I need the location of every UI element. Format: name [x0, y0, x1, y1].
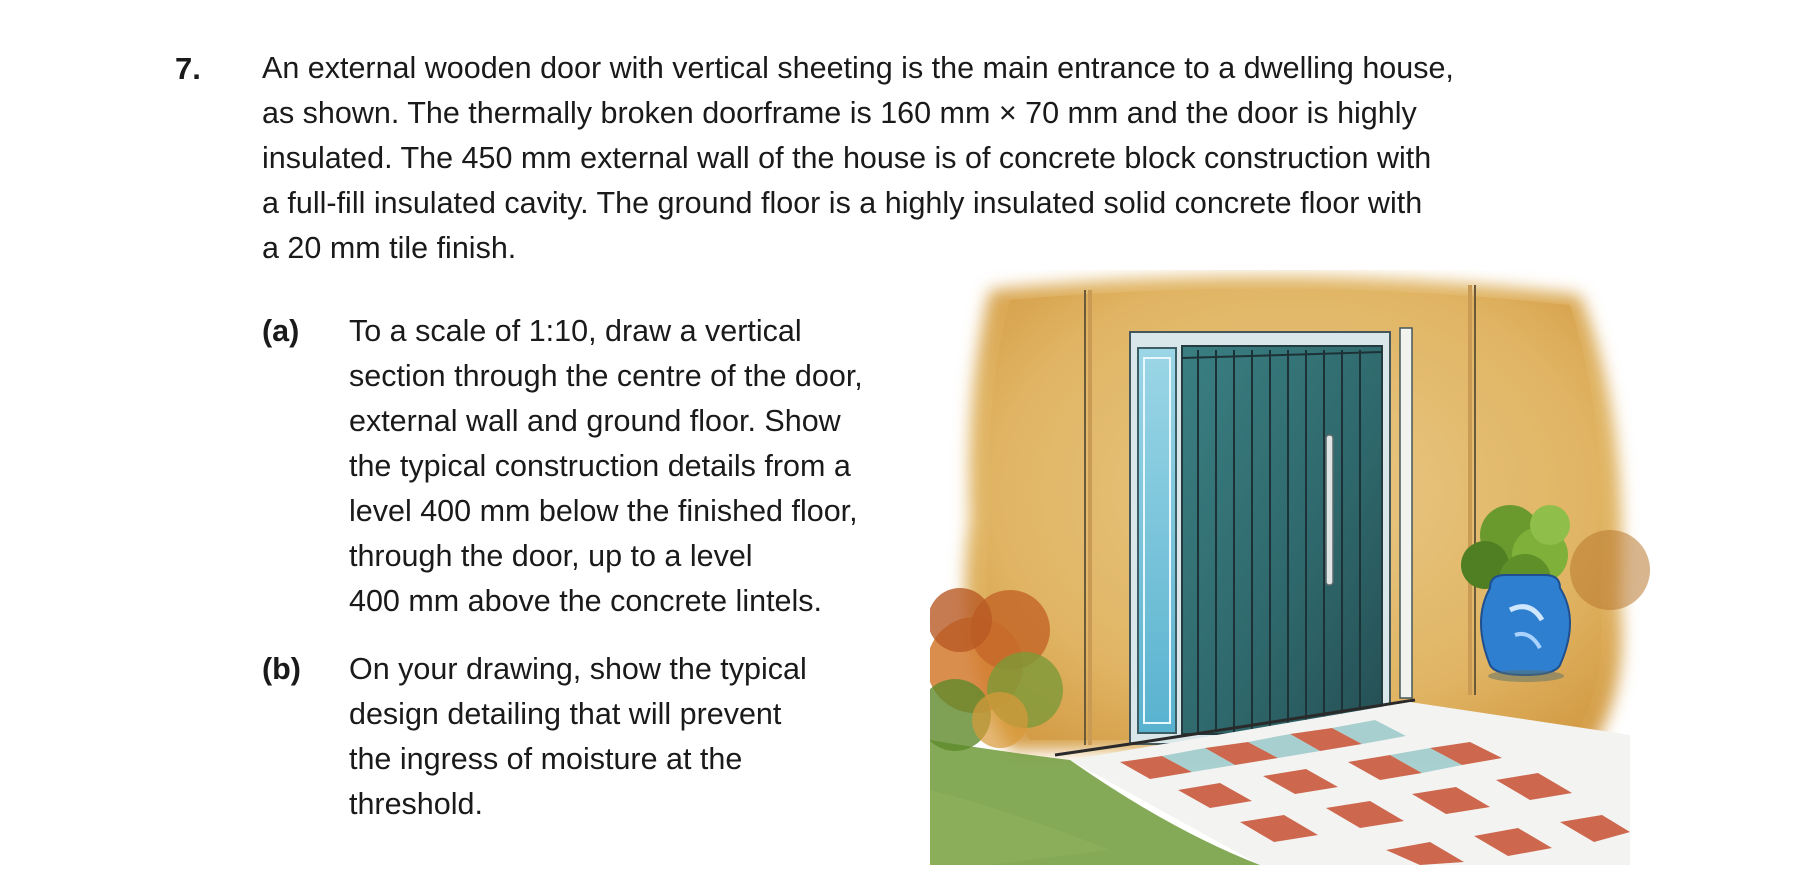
- part-a-label: (a): [262, 314, 300, 348]
- door-handle: [1326, 435, 1333, 585]
- part-a-text: To a scale of 1:10, draw a vertical section through the centre of the door, external wall and ground floor. Show the typical construction details from a level 400 mm below the finished floor, through the door, up to a level 400 mm above the concrete lintels.: [349, 314, 863, 618]
- blue-pot: [1481, 575, 1570, 675]
- door-illustration-svg: [930, 270, 1650, 865]
- door-illustration: [930, 270, 1650, 865]
- question-number: 7.: [175, 51, 201, 86]
- part-b-text: On your drawing, show the typical design detailing that will prevent the ingress of moisture at the threshold.: [349, 652, 807, 821]
- part-b-label: (b): [262, 652, 301, 686]
- question-stem: An external wooden door with vertical sheeting is the main entrance to a dwelling house, as shown. The thermally broken doorframe is 160 mm × 70 mm and the door is highly insulated. The 450 mm external wall of the house is of concrete block construction with a full-fill insulated cavity. The ground floor is a highly insulated solid concrete floor with a 20 mm tile finish.: [262, 51, 1454, 265]
